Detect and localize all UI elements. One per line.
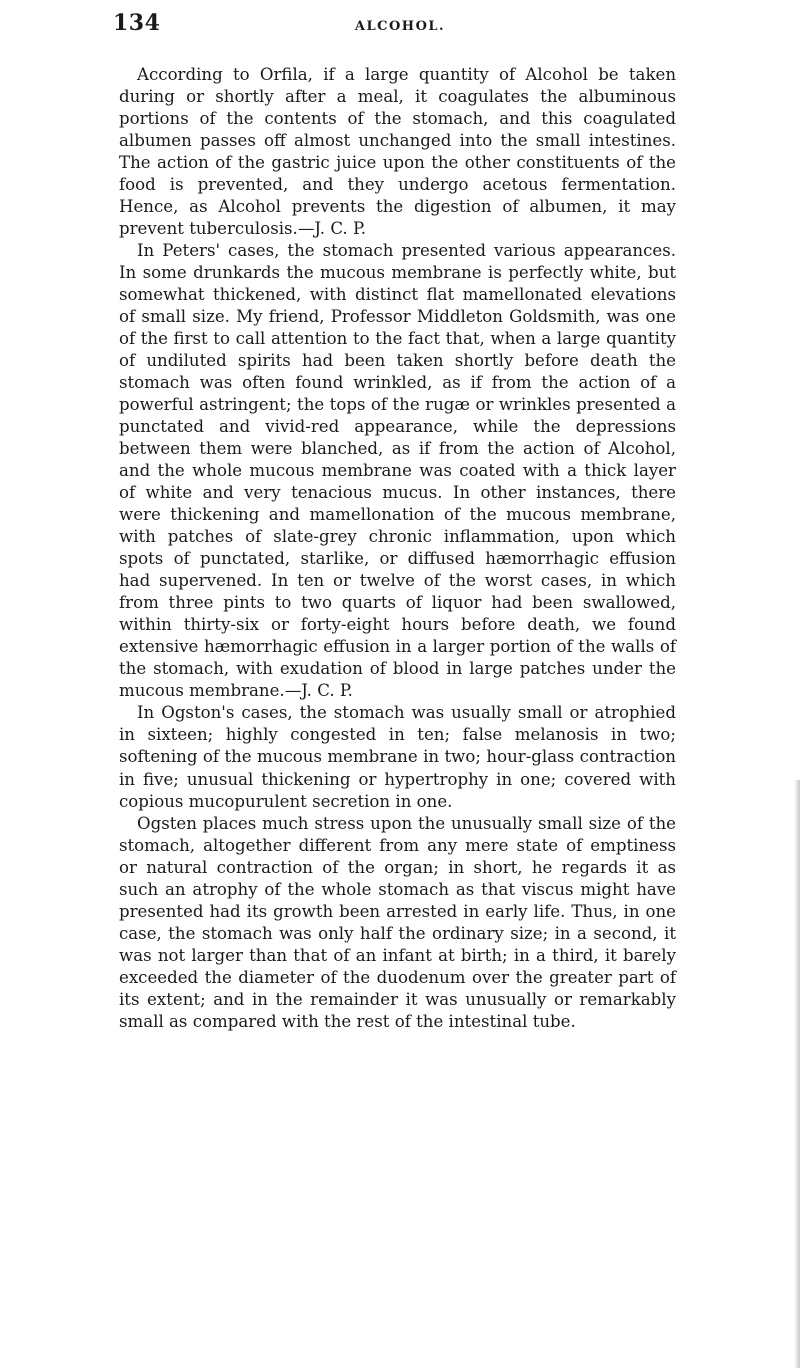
body-text (119, 64, 676, 1033)
paragraph-orfila: According to Orfila, if a large quantity of Alcohol be taken during or shortly after a meal, it coagulates the albuminous portions of the contents of the stomach, and this coagulated albumen passes off almost unchanged into the small intestines. The action of the gastric juice upon the other constituents of the food is prevented, and they undergo acetous fermentation. Hence, as Alcohol prevents the digestion of albumen, it may prevent tuberculosis.—J. C. P. (119, 65, 676, 239)
paragraph-ogsten-atrophy: Ogsten places much stress upon the unusually small size of the stomach, altogether different from any mere state of emptiness or natural contraction of the organ; in short, he regards it as such an atrophy of the whole stomach as that viscus might have presented had its growth been arrested in early life. Thus, in one case, the stomach was only half the ordinary size; in a second, it was not larger than that of an infant at birth; in a third, it barely exceeded the diameter of the duodenum over the greater part of its extent; and in the remainder it was unusually or remarkably small as compared with the rest of the intestinal tube. (119, 813, 676, 1031)
paragraph-ogston-cases: In Ogston's cases, the stomach was usually small or atrophied in sixteen; highly congested in ten; false melanosis in two; softening of the mucous membrane in two; hour-glass contraction in five; unusual thickening or hypertrophy in one; covered with copious mucopurulent secretion in one. (119, 703, 676, 811)
page-number: 134 (113, 10, 161, 36)
paragraph-peters-cases: In Peters' cases, the stomach presented various appearances. In some drunkards the mucous membrane is perfectly white, but somewhat thickened, with distinct flat mamellonated elevations of small size. My friend, Professor Middleton Goldsmith, was one of the first to call attention to the fact that, when a large quantity of undiluted spirits had been taken shortly before death the stomach was often found wrinkled, as if from the action of a powerful astringent; the tops of the rugæ or wrinkles presented a punctated and vivid-red appearance, while the depressions between them were blanched, as if from the action of Alcohol, and the whole mucous membrane was coated with a thick layer of white and very tenacious mucus. In other instances, there were thickening and mamellonation of the mucous membrane, with patches of slate-grey chronic inflammation, upon which spots of punctated, starlike, or diffused hæmorrhagic effusion had supervened. In ten or twelve of the worst cases, in which from three pints to two quarts of liquor had been swallowed, within thirty-six or forty-eight hours before death, we found extensive hæmorrhagic effusion in a larger portion of the walls of the stomach, with exudation of blood in large patches under the mucous membrane.—J. C. P. (119, 241, 676, 701)
page-edge-shadow (794, 780, 800, 1368)
running-title: ALCOHOL. (354, 19, 446, 34)
